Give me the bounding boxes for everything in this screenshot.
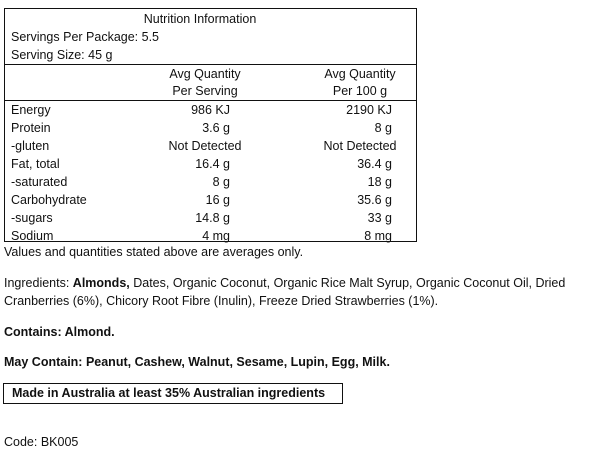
servings-row bbox=[5, 28, 416, 46]
per-serving-value: 14.8 g bbox=[195, 211, 230, 225]
table-row bbox=[5, 191, 416, 209]
col2-subheader: Per 100 g bbox=[332, 84, 388, 98]
table-row bbox=[5, 119, 416, 137]
table-row bbox=[5, 137, 416, 155]
nutrient-name: Energy bbox=[11, 103, 51, 117]
table-row bbox=[5, 155, 416, 173]
product-code: Code: BK005 bbox=[4, 435, 79, 449]
averages-note: Values and quantities stated above are averages only. bbox=[4, 245, 304, 259]
nutrient-name: -gluten bbox=[11, 139, 50, 153]
nutrient-name: -saturated bbox=[11, 175, 68, 189]
per-100g-value: 18 g bbox=[367, 175, 392, 189]
per-serving-value: 3.6 g bbox=[202, 121, 230, 135]
ingredients-label: Ingredients: bbox=[4, 276, 73, 290]
ingredients-line-1 bbox=[4, 274, 565, 292]
table-row bbox=[5, 173, 416, 191]
serving-size: Serving Size: 45 g bbox=[11, 48, 113, 62]
per-serving-value: 4 mg bbox=[202, 229, 230, 243]
ingredients-line-2: Cranberries (6%), Chicory Root Fibre (Inulin), Freeze Dried Strawberries (1%). bbox=[4, 294, 439, 308]
per-serving-value: 986 KJ bbox=[191, 103, 230, 117]
table-row bbox=[5, 209, 416, 227]
per-serving-value: Not Detected bbox=[168, 139, 242, 153]
nutrient-name: Carbohydrate bbox=[11, 193, 87, 207]
per-100g-value: 8 g bbox=[374, 121, 392, 135]
nutrient-name: Protein bbox=[11, 121, 51, 135]
per-100g-value: 36.4 g bbox=[357, 157, 392, 171]
per-100g-value: 33 g bbox=[367, 211, 392, 225]
col2-header: Avg Quantity bbox=[324, 67, 396, 81]
col1-subheader: Per Serving bbox=[172, 84, 238, 98]
header-row-1 bbox=[5, 65, 416, 83]
table-title: Nutrition Information bbox=[143, 12, 257, 26]
contains: Contains: Almond. bbox=[4, 325, 115, 339]
per-100g-value: Not Detected bbox=[323, 139, 397, 153]
nutrient-name: Sodium bbox=[11, 229, 54, 243]
nutrient-name: Fat, total bbox=[11, 157, 60, 171]
made-in-australia-box: Made in Australia at least 35% Australian ingredients bbox=[3, 383, 343, 404]
serving-size-row bbox=[5, 46, 416, 64]
servings-per-package: Servings Per Package: 5.5 bbox=[11, 30, 159, 44]
table-row bbox=[5, 101, 416, 119]
table-title-row bbox=[5, 10, 416, 28]
nutrient-name: -sugars bbox=[11, 211, 53, 225]
per-100g-value: 8 mg bbox=[364, 229, 392, 243]
col1-header: Avg Quantity bbox=[169, 67, 241, 81]
per-serving-value: 16 g bbox=[205, 193, 230, 207]
nutrition-table bbox=[4, 8, 417, 242]
header-row-2 bbox=[5, 82, 416, 100]
per-100g-value: 35.6 g bbox=[357, 193, 392, 207]
ingredients-rest: Dates, Organic Coconut, Organic Rice Malt Syrup, Organic Coconut Oil, Dried bbox=[129, 276, 566, 290]
per-100g-value: 2190 KJ bbox=[346, 103, 392, 117]
per-serving-value: 8 g bbox=[212, 175, 230, 189]
per-serving-value: 16.4 g bbox=[195, 157, 230, 171]
may-contain: May Contain: Peanut, Cashew, Walnut, Sesame, Lupin, Egg, Milk. bbox=[4, 355, 390, 369]
ingredients-bold-item: Almonds, bbox=[72, 276, 130, 290]
